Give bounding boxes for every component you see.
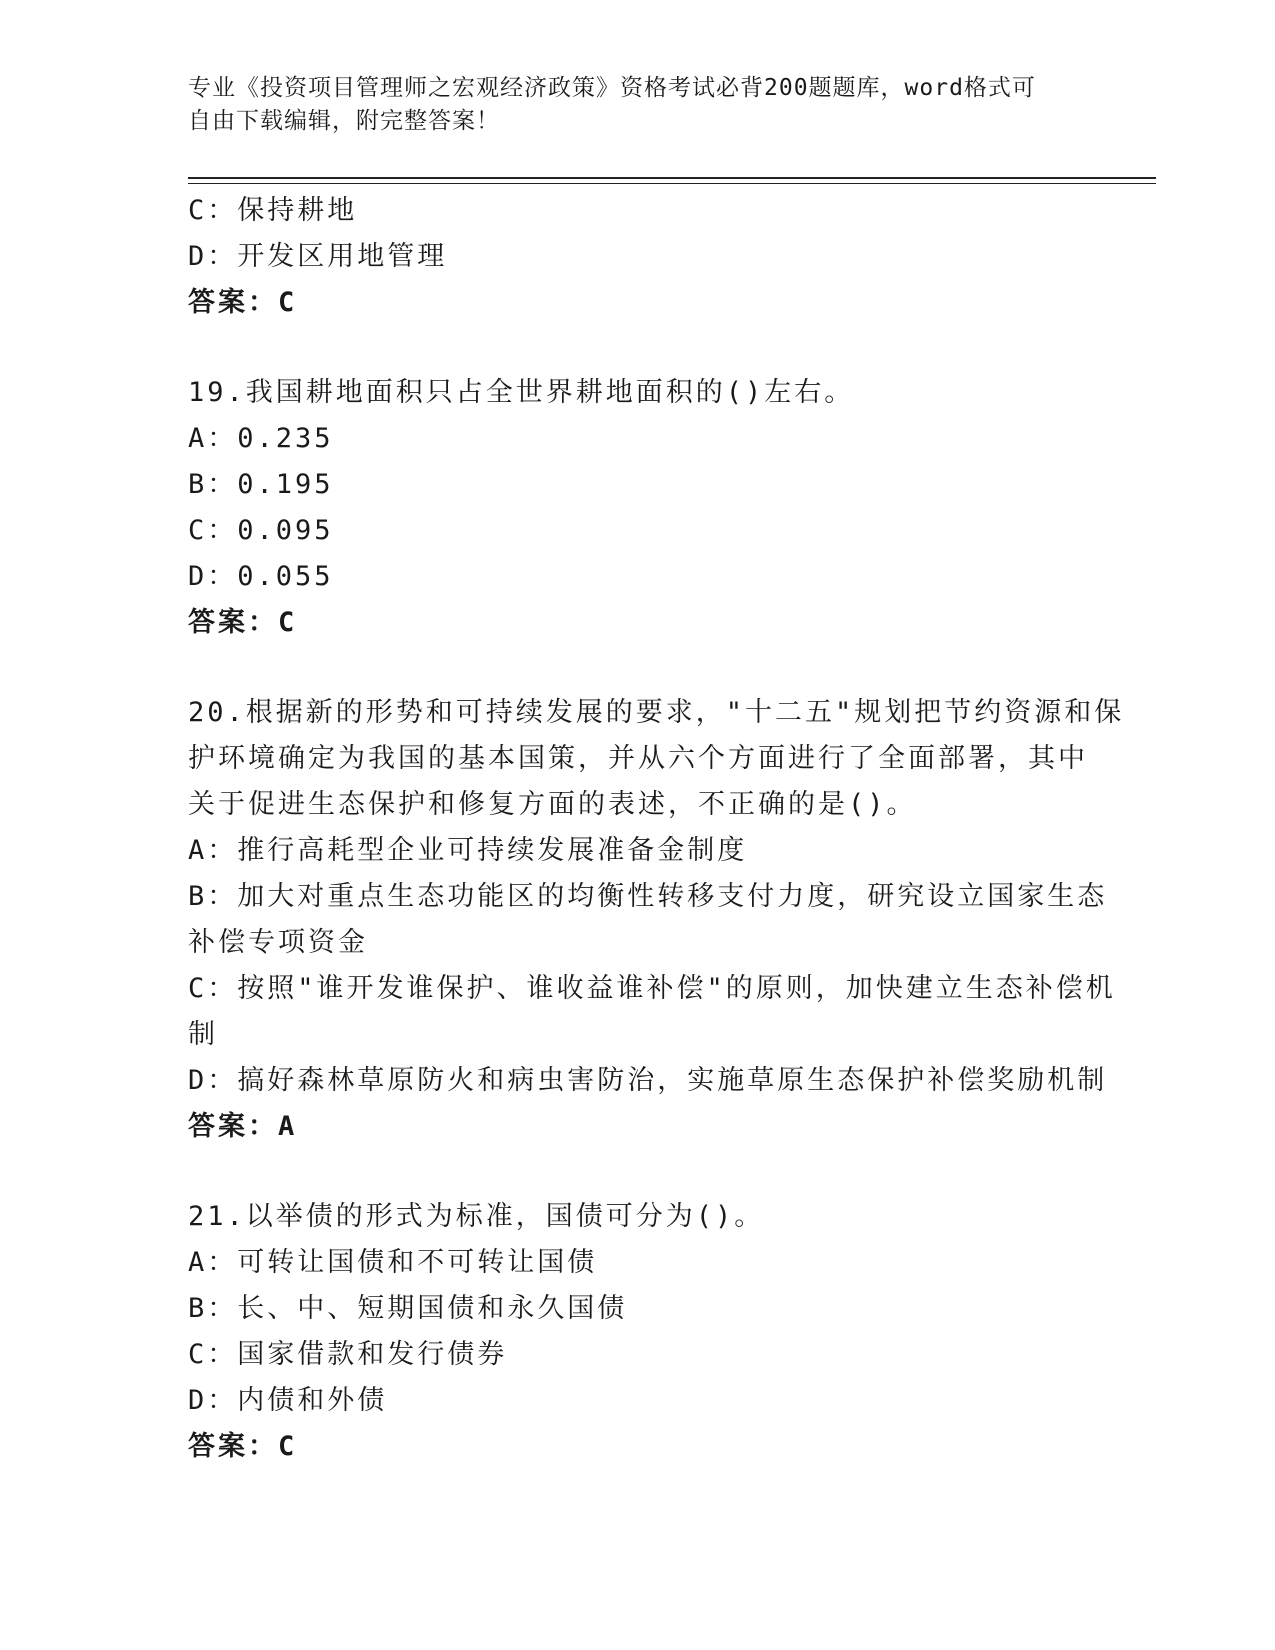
question-stem-cont: 护环境确定为我国的基本国策，并从六个方面进行了全面部署，其中 [188, 743, 1088, 774]
option-b: B：加大对重点生态功能区的均衡性转移支付力度，研究设立国家生态 [188, 881, 1108, 912]
answer-line: 答案：C [188, 287, 298, 318]
header-rule-thick [188, 177, 1156, 179]
header-rule-thin [188, 183, 1156, 184]
page-header [188, 72, 1068, 138]
header-line-1: 专业《投资项目管理师之宏观经济政策》资格考试必背200题题库，word格式可 [188, 75, 1036, 101]
previous-question-tail [188, 188, 1088, 326]
question-20 [188, 690, 1125, 1150]
option-d: D：0.055 [188, 561, 334, 592]
option-c: C：按照"谁开发谁保护、谁收益谁补偿"的原则，加快建立生态补偿机 [188, 973, 1116, 1004]
answer-line: 答案：C [188, 607, 298, 638]
question-stem-cont: 关于促进生态保护和修复方面的表述，不正确的是()。 [188, 789, 917, 820]
option-c: C：0.095 [188, 515, 334, 546]
option-d: D：搞好森林草原防火和病虫害防治，实施草原生态保护补偿奖励机制 [188, 1065, 1108, 1096]
option-a: A：推行高耗型企业可持续发展准备金制度 [188, 835, 748, 866]
question-stem: 21.以举债的形式为标准，国债可分为()。 [188, 1201, 765, 1232]
question-19 [188, 370, 1088, 646]
question-content [188, 188, 1125, 1470]
question-stem: 19.我国耕地面积只占全世界耕地面积的()左右。 [188, 377, 855, 408]
option-b: B：长、中、短期国债和永久国债 [188, 1293, 628, 1324]
question-21 [188, 1194, 1088, 1470]
answer-line: 答案：C [188, 1431, 298, 1462]
option-c-cont: 制 [188, 1019, 218, 1050]
option-b-cont: 补偿专项资金 [188, 927, 368, 958]
option-b: B：0.195 [188, 469, 334, 500]
option-d: D：内债和外债 [188, 1385, 388, 1416]
answer-line: 答案：A [188, 1111, 298, 1142]
header-line-2: 自由下载编辑，附完整答案！ [188, 108, 500, 134]
option-a: A：0.235 [188, 423, 334, 454]
option-c: C：国家借款和发行债券 [188, 1339, 508, 1370]
option-a: A：可转让国债和不可转让国债 [188, 1247, 598, 1278]
question-stem: 20.根据新的形势和可持续发展的要求，"十二五"规划把节约资源和保 [188, 697, 1125, 728]
option-c: C：保持耕地 [188, 195, 358, 226]
option-d: D：开发区用地管理 [188, 241, 448, 272]
